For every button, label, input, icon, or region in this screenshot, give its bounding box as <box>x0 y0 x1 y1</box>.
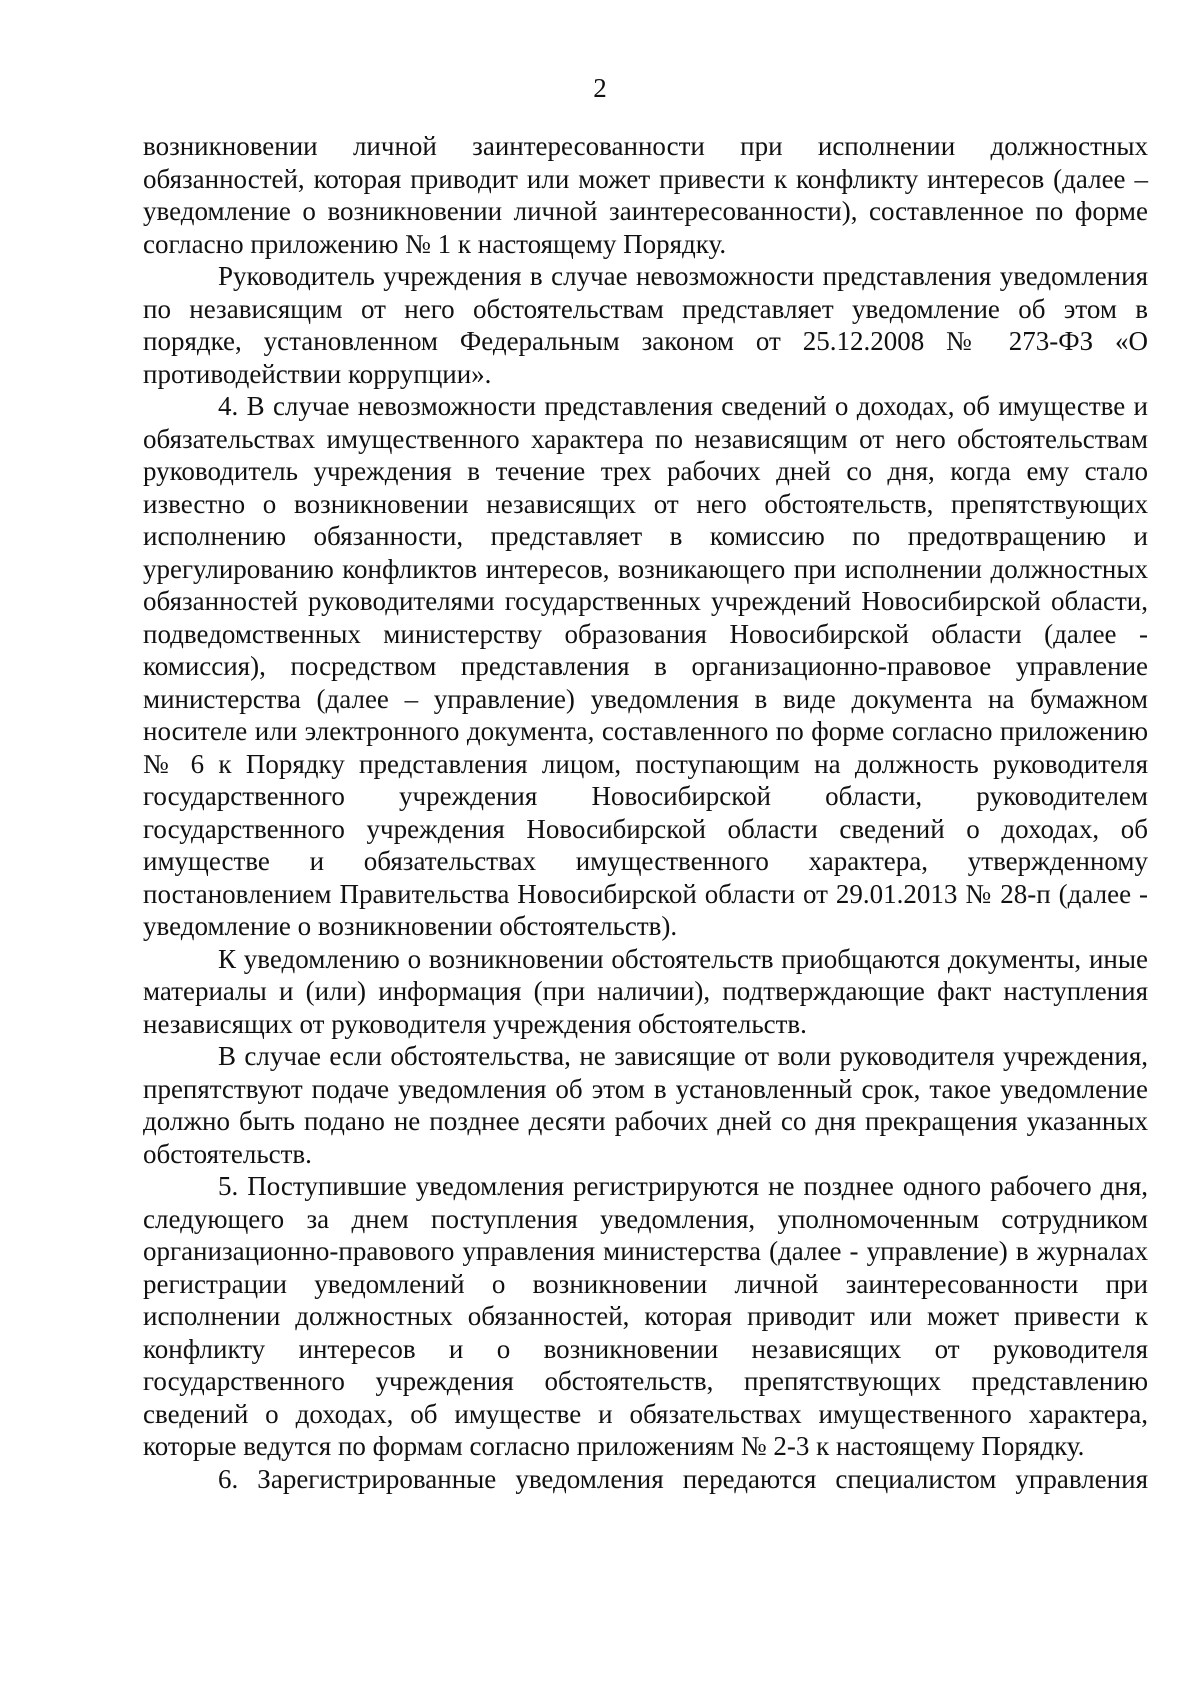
paragraph-deadline: В случае если обстоятельства, не зависящие от воли руководителя учреждения, препятствуют подаче уведомления об этом в установленный срок, такое уведомление должно быть подано не позднее десяти рабочих дней со дня прекращения указанных обстоятельств. <box>143 1041 1148 1169</box>
paragraph-continuation: возникновении личной заинтересованности при исполнении должностных обязанностей, которая приводит или может привести к конфликту интересов (далее – уведомление о возникновении личной заинтересованности), составленное по форме согласно приложению № 1 к настоящему Порядку. <box>143 131 1148 259</box>
paragraph-item-5: 5. Поступившие уведомления регистрируются не позднее одного рабочего дня, следующего за днем поступления уведомления, уполномоченным сотрудником организационно-правового управления министерства (далее - управление) в журналах регистрации уведомлений о возникновении личной заинтересованности при исполнении должностных обязанностей, которая приводит или может привести к конфликту интересов и о возникновении независящих от руководителя государственного учреждения обстоятельств, препятствующих представлению сведений о доходах, об имуществе и обязательствах имущественного характера, которые ведутся по формам согласно приложениям № 2-3 к настоящему Порядку. <box>143 1171 1148 1461</box>
paragraph-item-4: 4. В случае невозможности представления сведений о доходах, об имуществе и обязательствах имущественного характера по независящим от него обстоятельствам руководитель учреждения в течение трех рабочих дней со дня, когда ему стало известно о возникновении независящих от него обстоятельств, препятствующих исполнению обязанности, представляет в комиссию по предотвращению и урегулированию конфликтов интересов, возникающего при исполнении должностных обязанностей руководителями государственных учреждений Новосибирской области, подведомственных министерству образования Новосибирской области (далее - комиссия), посредством представления в организационно-правовое управление министерства (далее – управление) уведомления в виде документа на бумажном носителе или электронного документа, составленного по форме согласно приложению № 6 к Порядку представления лицом, поступающим на должность руководителя государственного учреждения Новосибирской области, руководителем государственного учреждения Новосибирской области сведений о доходах, об имуществе и обязательствах имущественного характера, утвержденному постановлением Правительства Новосибирской области от 29.01.2013 № 28-п (далее - уведомление о возникновении обстоятельств). <box>143 391 1148 941</box>
document-body <box>143 130 1148 1495</box>
paragraph-attachments: К уведомлению о возникновении обстоятельств приобщаются документы, иные материалы и (или) информация (при наличии), подтверждающие факт наступления независящих от руководителя учреждения обстоятельств. <box>143 943 1148 1039</box>
paragraph-item-6: 6. Зарегистрированные уведомления передаются специалистом управления <box>218 1463 1148 1494</box>
page-number: 2 <box>593 73 607 103</box>
paragraph-head-notice: Руководитель учреждения в случае невозможности представления уведомления по независящим от него обстоятельствам представляет уведомление об этом в порядке, установленном Федеральным законом от 25.12.2008 № 273-ФЗ «О противодействии коррупции». <box>143 261 1148 389</box>
